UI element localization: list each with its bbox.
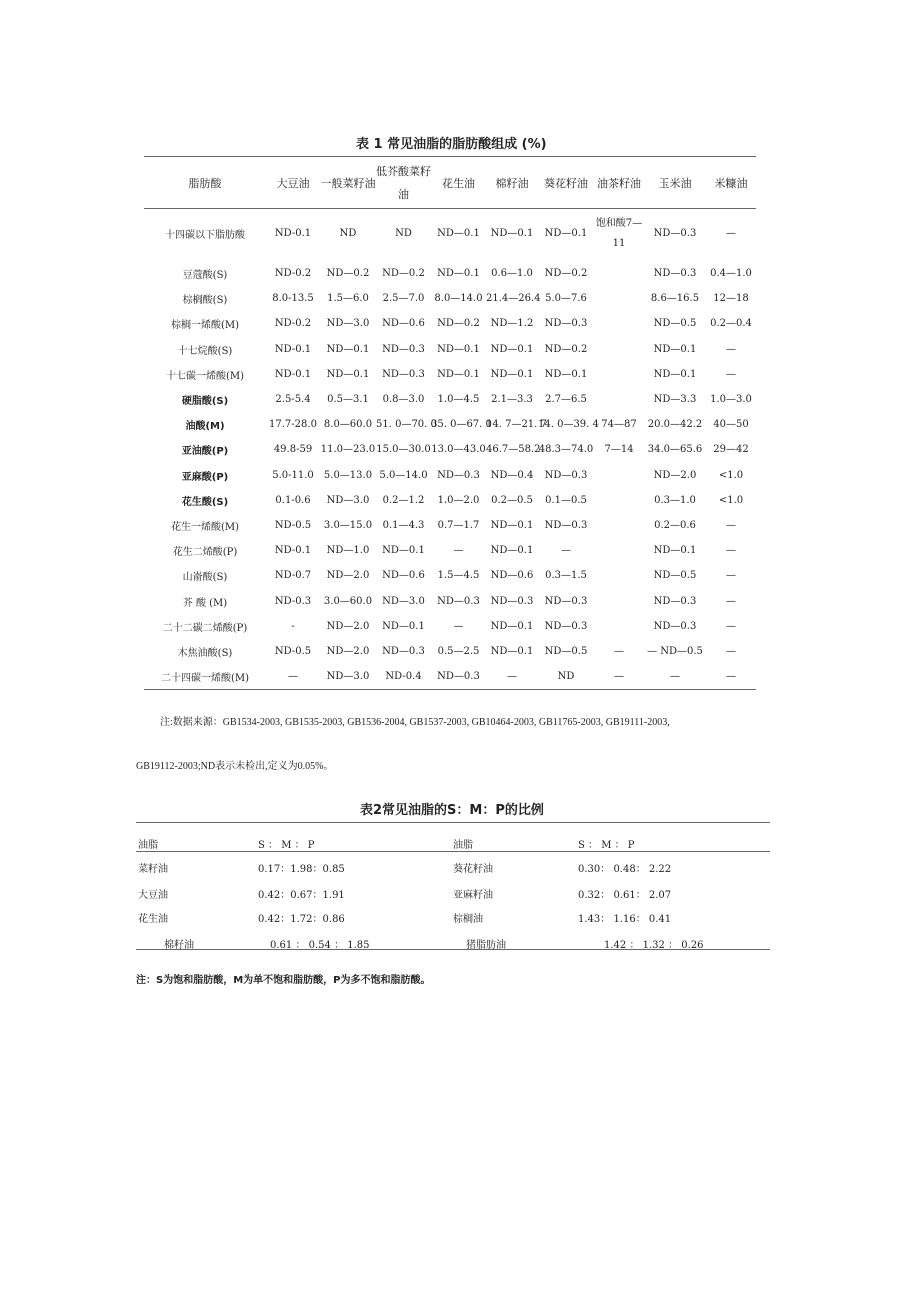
fatty-acid-name: 十七烷酸(S) [177, 345, 233, 357]
table-cell: 1.5—4.5 [437, 570, 480, 582]
oil-name: 亚麻籽油 [453, 890, 493, 901]
table-cell: ND—0.6 [382, 318, 425, 330]
table-cell [594, 588, 644, 613]
table-cell [594, 311, 644, 336]
table-cell: ND-0.4 [385, 671, 422, 683]
table-row [144, 261, 756, 286]
table-cell: — [614, 671, 624, 683]
fatty-acid-name: 十四碳以下脂肪酸 [165, 230, 245, 241]
table1-bottom-rule [144, 689, 756, 690]
table-cell: ND—0.3 [544, 318, 588, 330]
table-cell: 46.7—58.2 [486, 444, 541, 456]
table-cell [594, 538, 644, 563]
table-cell: ND—0.1 [544, 228, 588, 239]
table-cell: 1.0—3.0 [710, 394, 752, 406]
table-cell: ND—0.1 [653, 545, 697, 557]
table-cell: — [288, 671, 298, 683]
fatty-acid-name: 花生一烯酸(M) [170, 521, 240, 533]
fatty-acid-name: 二十二碳二烯酸(P) [162, 622, 248, 634]
table-cell: 1.0—4.5 [437, 394, 480, 406]
column-header-oil: 大豆油 [276, 176, 310, 190]
table-cell: ND—0.2 [326, 268, 370, 280]
table-cell: ND—0.1 [326, 343, 370, 355]
header-oil-a: 油脂 [138, 840, 158, 851]
table-cell: 40—50 [713, 419, 749, 431]
table-cell: 8.0—60.0 [323, 419, 373, 431]
oil-name: 菜籽油 [138, 864, 168, 875]
table-cell: 0.5—3.1 [327, 394, 369, 406]
table-row [144, 337, 756, 362]
table-row [144, 588, 756, 613]
table-cell: ND—0.5 [653, 318, 697, 330]
table-cell: — [726, 368, 736, 380]
table-cell: ND—0.1 [437, 368, 480, 380]
fatty-acid-name: 油酸(M) [185, 421, 225, 433]
table-cell: 2.7—6.5 [545, 394, 587, 406]
table-cell: 2.5—7.0 [382, 293, 425, 305]
table-cell: 15.0—30.0 [376, 444, 431, 456]
table-cell: — [726, 570, 736, 582]
table-row [144, 437, 756, 462]
table-cell: ND—0.2 [382, 268, 425, 280]
table-row [136, 886, 766, 904]
table-cell: ND-0.1 [274, 368, 312, 380]
table-cell: ND-0.5 [274, 519, 312, 531]
table-cell: 0.1-0.6 [275, 494, 311, 506]
fatty-acid-name: 硬脂酸(S) [181, 396, 229, 408]
table-cell: ND—0.3 [490, 595, 534, 607]
table-cell: — [453, 620, 464, 632]
table-cell: ND—0.3 [437, 595, 480, 607]
table-row [136, 860, 766, 878]
table-cell: ND—0.3 [653, 228, 697, 239]
column-header-oil: 低芥酸菜籽油 [376, 165, 431, 201]
oil-name: 棉籽油 [164, 940, 194, 951]
table-cell [594, 362, 644, 387]
table-cell: — [614, 645, 624, 657]
table-cell: 0.2—1.2 [382, 494, 425, 506]
table-cell: — [726, 519, 736, 531]
table-row [144, 412, 756, 437]
table-cell [594, 463, 644, 488]
table-cell: ND—0.1 [490, 620, 534, 632]
table-cell: 3.0—60.0 [323, 595, 373, 607]
table-cell: — [507, 671, 517, 683]
table-cell: — [726, 228, 736, 239]
header-oil-b: 油脂 [453, 840, 473, 851]
table-cell: <1.0 [718, 494, 744, 506]
table-cell: ND—0.1 [653, 368, 697, 380]
oil-name: 葵花籽油 [453, 864, 493, 875]
table-row [144, 488, 756, 513]
table-cell: ND—0.1 [490, 368, 534, 380]
fatty-acid-name: 棕榈酸(S) [182, 295, 228, 307]
table-cell: 74—87 [601, 419, 637, 431]
table1-header-row [144, 160, 756, 206]
fatty-acid-name: 亚油酸(P) [181, 446, 229, 458]
table-cell: ND—0.1 [437, 228, 480, 239]
table-cell: ND—2.0 [326, 645, 370, 657]
column-header-oil: 葵花籽油 [544, 176, 588, 190]
table-cell: 0.1—0.5 [545, 494, 587, 506]
oil-name: 猪脂肪油 [466, 940, 506, 951]
smp-ratio: 0.30： 0.48： 2.22 [578, 864, 672, 875]
oil-name: 大豆油 [138, 890, 168, 901]
table-cell: ND—2.0 [326, 570, 370, 582]
smp-ratio: 0.32： 0.61： 2.07 [578, 890, 672, 901]
table-cell: 35. 0—67. 0 [431, 419, 492, 431]
table-cell: 17.7-28.0 [269, 419, 317, 431]
table1-source-note: 注:数据来源：GB1534-2003, GB1535-2003, GB1536-2004, GB1537-2003, GB10464-2003, GB11765-2003, GB19111-2003, [160, 717, 670, 728]
table-cell: — [726, 595, 736, 607]
table-row [144, 664, 756, 689]
table-cell [594, 563, 644, 588]
table-cell: ND—0.4 [490, 469, 534, 481]
table-cell: 0.2—0.5 [491, 494, 533, 506]
table-cell: 3.0—15.0 [323, 519, 373, 531]
table1-top-rule [144, 156, 756, 157]
table-cell: 0.7—1.7 [437, 519, 480, 531]
table-row [144, 614, 756, 639]
table-cell [594, 387, 644, 412]
table-cell: ND—1.0 [326, 545, 370, 557]
column-header-oil: 玉米油 [658, 176, 692, 190]
table-cell [594, 337, 644, 362]
fatty-acid-name: 豆蔻酸(S) [182, 270, 228, 282]
table-cell: ND—0.1 [544, 368, 588, 380]
table-cell: 13.0—43.0 [431, 444, 486, 456]
table1-title: 表 1 常见油脂的脂肪酸组成 (%) [356, 137, 547, 152]
fatty-acid-name: 木焦油酸(S) [177, 647, 233, 659]
table-cell: 0.8—3.0 [382, 394, 425, 406]
column-header-oil: 米糠油 [714, 176, 748, 190]
table-cell: ND—0.1 [490, 519, 534, 531]
table1-nd-note: GB19112-2003;ND表示未检出,定义为0.05%。 [136, 761, 334, 772]
table-cell: 14. 0—39. 4 [538, 419, 599, 431]
table-cell: ND [395, 228, 412, 239]
table-cell: ND—0.2 [544, 343, 588, 355]
table-cell: ND-0.3 [274, 595, 312, 607]
table-cell: ND-0.2 [274, 268, 312, 280]
table-cell: 48.3—74.0 [538, 444, 594, 456]
smp-ratio: 0.42：1.72：0.86 [258, 914, 345, 925]
table-cell: — [726, 671, 736, 683]
table-cell: ND-0.5 [274, 645, 312, 657]
table-cell: 34.0—65.6 [647, 444, 703, 456]
table-cell: ND—0.3 [544, 519, 588, 531]
table-cell: ND—0.1 [490, 228, 534, 239]
table-cell: ND—2.0 [326, 620, 370, 632]
smp-ratio: 0.17：1.98：0.85 [258, 864, 345, 875]
column-header-oil: 棉籽油 [495, 176, 529, 190]
table-cell: ND—0.5 [653, 570, 697, 582]
table-cell [594, 261, 644, 286]
column-header-fatty-acid: 脂肪酸 [188, 176, 222, 190]
table-cell: ND—0.1 [326, 368, 370, 380]
fatty-acid-name: 十七碳一烯酸(M) [165, 370, 245, 382]
table-cell: 0.1—4.3 [382, 519, 425, 531]
table-cell: ND—0.3 [653, 268, 697, 280]
table-cell: ND—0.3 [653, 620, 697, 632]
table-cell [594, 513, 644, 538]
table-cell: ND—0.3 [653, 595, 697, 607]
table-cell: 0.3—1.0 [654, 494, 696, 506]
table-cell: — [453, 545, 464, 557]
table-cell: — [726, 343, 736, 355]
table-row [144, 513, 756, 538]
smp-ratio: 1.43： 1.16： 0.41 [578, 914, 672, 925]
table-cell: — [670, 671, 680, 683]
column-header-oil: 花生油 [442, 176, 475, 190]
table-cell: ND—0.6 [382, 570, 425, 582]
table-row [144, 206, 756, 261]
table-cell: 0.3—1.5 [545, 570, 587, 582]
table-cell: 8.0-13.5 [272, 293, 314, 305]
table-cell [594, 614, 644, 639]
table-cell: 5.0—13.0 [323, 469, 373, 481]
table-cell: ND—3.0 [326, 494, 370, 506]
table-cell: <1.0 [718, 469, 744, 481]
table-cell: ND—2.0 [653, 469, 697, 481]
fatty-acid-table [144, 160, 756, 689]
fatty-acid-name: 山嵛酸(S) [182, 572, 228, 584]
table-cell: ND—0.3 [382, 343, 425, 355]
column-header-oil: 一般菜籽油 [320, 176, 376, 190]
column-header-oil: 油茶籽油 [597, 176, 641, 190]
table-row [144, 311, 756, 336]
table-cell: — [726, 545, 736, 557]
table-cell: ND [557, 671, 575, 683]
table-cell: ND—0.1 [437, 268, 480, 280]
table-cell: — [561, 545, 571, 557]
table-cell: ND-0.1 [274, 343, 312, 355]
oil-name: 棕榈油 [453, 914, 483, 925]
table-cell: 8.6—16.5 [650, 293, 700, 305]
table-cell: 1.5—6.0 [327, 293, 369, 305]
table-row [144, 286, 756, 311]
fatty-acid-name: 二十四碳一烯酸(M) [160, 673, 250, 685]
table-cell: ND—3.3 [653, 394, 697, 406]
table-cell: ND—1.2 [490, 318, 534, 330]
table-cell: 21.4—26.4 [486, 293, 541, 305]
table2-header-rule [136, 851, 770, 852]
table-cell: 29—42 [713, 444, 749, 456]
table-cell: 2.1—3.3 [491, 394, 533, 406]
table-cell: ND—0.1 [382, 620, 425, 632]
table-row [144, 463, 756, 488]
table-cell [594, 488, 644, 513]
table-cell: ND—0.3 [544, 469, 588, 481]
table-cell: — [726, 620, 736, 632]
table-cell: 5.0-11.0 [272, 469, 314, 481]
table-cell: ND—0.1 [490, 343, 534, 355]
table2-top-rule [136, 822, 770, 823]
table-cell: ND-0.2 [274, 318, 312, 330]
table-cell: ND—0.3 [382, 645, 425, 657]
table-cell: ND—0.6 [490, 570, 534, 582]
table-row [144, 362, 756, 387]
table-cell: ND-0.1 [274, 228, 312, 239]
table-cell: ND—0.2 [437, 318, 480, 330]
table2-note: 注：S为饱和脂肪酸，M为单不饱和脂肪酸，P为多不饱和脂肪酸。 [136, 975, 431, 986]
table-cell: 51. 0—70. 0 [376, 419, 437, 431]
table-cell: ND—0.3 [382, 368, 425, 380]
fatty-acid-name: 花生二烯酸(P) [172, 547, 238, 559]
table-cell: 0.2—0.4 [710, 318, 752, 330]
table-cell: — ND—0.5 [647, 645, 703, 657]
table-cell [594, 286, 644, 311]
table-cell: 0.6—1.0 [491, 268, 533, 280]
table-row [144, 387, 756, 412]
table-cell: 12—18 [713, 293, 749, 305]
table-cell: 2.5-5.4 [275, 394, 311, 406]
table-cell: 7—14 [604, 444, 634, 456]
fatty-acid-name: 芥 酸 (M) [182, 597, 228, 609]
oil-name: 花生油 [138, 914, 168, 925]
fatty-acid-name: 亚麻酸(P) [181, 471, 229, 483]
table-cell: 0.5—2.5 [437, 645, 480, 657]
table-cell: ND—3.0 [382, 595, 425, 607]
table-cell: ND—0.1 [382, 545, 425, 557]
table-row [144, 639, 756, 664]
table-cell: — [726, 645, 736, 657]
smp-ratio: 1.42 ： 1.32 ： 0.26 [604, 940, 704, 951]
table-cell: 饱和酸7—11 [595, 217, 643, 249]
table-cell: ND—3.0 [326, 671, 370, 683]
table-cell: 8.0—14.0 [434, 293, 483, 305]
table-cell: 5.0—7.6 [545, 293, 587, 305]
table2-title: 表2常见油脂的S：M：P的比例 [360, 803, 544, 818]
table-cell: ND—0.5 [544, 645, 588, 657]
smp-ratio: 0.42：0.67：1.91 [258, 890, 345, 901]
table-cell: 1.0—2.0 [437, 494, 480, 506]
table-cell: ND—0.1 [653, 343, 697, 355]
header-ratio-b: S ： M ： P [578, 840, 635, 851]
table-row [136, 910, 766, 928]
table-cell: ND—0.3 [544, 595, 588, 607]
table-row [144, 538, 756, 563]
table-cell: ND—0.3 [437, 671, 480, 683]
table-cell: ND—3.0 [326, 318, 370, 330]
table-row [136, 936, 766, 954]
fatty-acid-name: 棕榈一烯酸(M) [170, 320, 240, 332]
table-cell: 0.2—0.6 [654, 519, 696, 531]
table-cell: ND—0.3 [437, 469, 480, 481]
fatty-acid-name: 花生酸(S) [181, 496, 229, 508]
table-cell: ND [339, 228, 357, 239]
table-cell: 20.0—42.2 [647, 419, 703, 431]
smp-ratio: 0.61 ： 0.54 ： 1.85 [270, 940, 370, 951]
table-cell: ND-0.7 [274, 570, 312, 582]
table2-bottom-rule [136, 949, 770, 950]
table-cell: ND—0.3 [544, 620, 588, 632]
table-cell: 5.0—14.0 [379, 469, 428, 481]
header-ratio-a: S ： M ： P [258, 840, 315, 851]
table-cell: 49.8-59 [273, 444, 313, 456]
table-cell: ND-0.1 [274, 545, 312, 557]
table-row [144, 563, 756, 588]
table-cell: ND—0.1 [490, 645, 534, 657]
table-cell: ND—0.1 [490, 545, 534, 557]
table-cell: ND—0.2 [544, 268, 588, 280]
table-cell: 11.0—23.0 [320, 444, 376, 456]
table-cell: 0.4—1.0 [710, 268, 752, 280]
table1-header-rule [144, 208, 756, 209]
table-cell: - [291, 620, 295, 632]
table-cell: ND—0.1 [437, 343, 480, 355]
table-cell: 14. 7—21. 7 [486, 419, 547, 431]
